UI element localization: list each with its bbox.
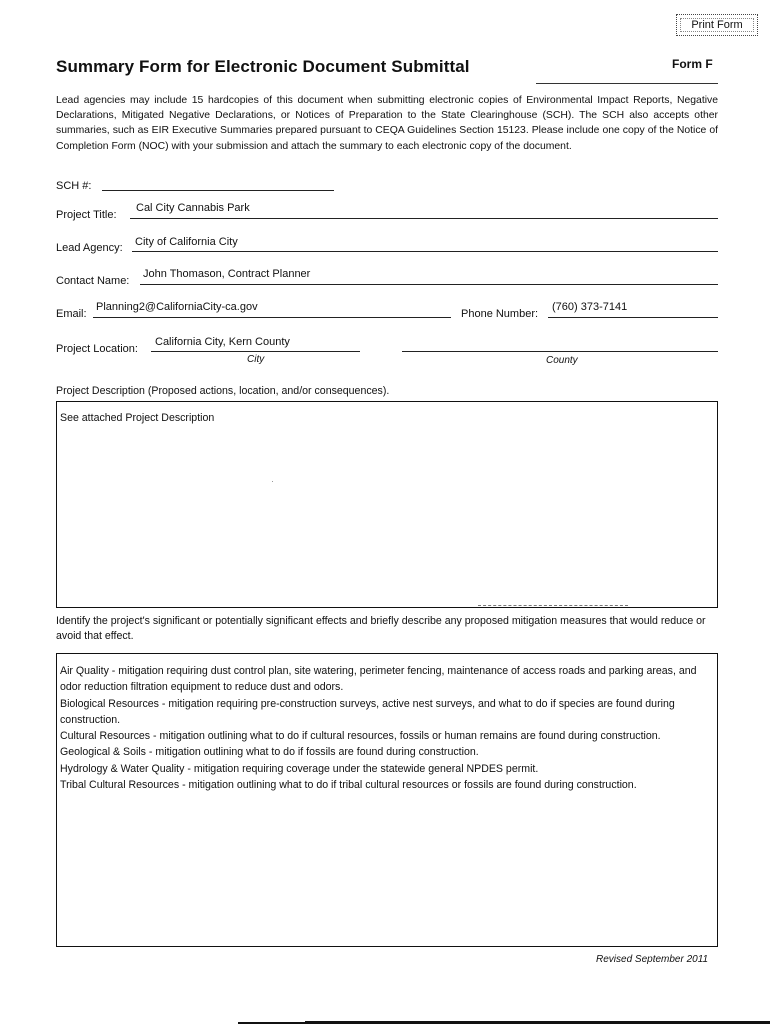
contact-name-value: John Thomason, Contract Planner: [143, 268, 311, 280]
email-label: Email:: [56, 308, 87, 320]
effect-line: Cultural Resources - mitigation outlining what to do if cultural resources, fossils or human remains are found during construction.: [60, 730, 661, 743]
effect-line: Biological Resources - mitigation requiring pre-construction surveys, active nest surveys, and what to do if species are found during construction.: [60, 697, 675, 726]
sch-label: SCH #:: [56, 180, 92, 192]
project-title-value: Cal City Cannabis Park: [136, 202, 250, 214]
location-city-input[interactable]: [151, 351, 360, 352]
effect-line: Air Quality - mitigation requiring dust control plan, site watering, perimeter fencing, maintenance of access roads and parking areas, and odor reduction filtration equipment to reduce dust and odors.: [60, 665, 697, 694]
phone-value: (760) 373-7141: [552, 301, 628, 313]
project-description-label: Project Description (Proposed actions, location, and/or consequences).: [56, 385, 390, 397]
project-description-value: See attached Project Description: [60, 412, 215, 424]
effect-line: Tribal Cultural Resources - mitigation outlining what to do if tribal cultural resources or fossils are found during construction.: [60, 779, 637, 792]
effect-line: Hydrology & Water Quality - mitigation requiring coverage under the statewide general NPDES permit.: [60, 762, 539, 775]
city-caption: City: [247, 354, 265, 365]
lead-agency-value: City of California City: [135, 236, 238, 248]
phone-input[interactable]: [548, 317, 718, 318]
location-city-value: California City, Kern County: [155, 336, 290, 348]
contact-name-label: Contact Name:: [56, 275, 130, 287]
intro-text: Lead agencies may include 15 hardcopies of this document when submitting electronic copies of Environmental Impact Reports, Negative Declarations, Mitigated Negative Declarations, or Notices of Preparation to the State Clearinghouse (SCH). The SCH also accepts other summaries, such as EIR Executive Summaries prepared pursuant to CEQA Guidelines Section 15123. Please include one copy of the Notice of Completion Form (NOC) with your submission and attach the summary to each electronic copy of the document.: [56, 95, 718, 152]
page-title: Summary Form for Electronic Document Submittal: [56, 57, 470, 76]
effects-textarea[interactable]: [56, 653, 718, 947]
title-rule: [536, 83, 718, 84]
effects-label: Identify the project's significant or potentially significant effects and briefly describe any proposed mitigation measures that would reduce or avoid that effect.: [56, 615, 706, 642]
print-form-button[interactable]: Print Form: [676, 14, 758, 36]
sch-input[interactable]: [102, 190, 334, 191]
revised-date: Revised September 2011: [596, 954, 709, 965]
project-description-textarea[interactable]: [56, 401, 718, 608]
phone-label: Phone Number:: [461, 308, 539, 320]
location-county-input[interactable]: [402, 351, 718, 352]
lead-agency-label: Lead Agency:: [56, 242, 123, 254]
email-value: Planning2@CaliforniaCity-ca.gov: [96, 301, 258, 313]
county-caption: County: [546, 355, 578, 366]
effects-text: [60, 663, 705, 793]
location-label: Project Location:: [56, 343, 138, 355]
form-id: Form F: [672, 57, 713, 71]
effect-line: Geological & Soils - mitigation outlining what to do if fossils are found during construction.: [60, 746, 479, 759]
project-title-input[interactable]: [130, 218, 718, 219]
lead-agency-input[interactable]: [132, 251, 718, 252]
contact-name-input[interactable]: [140, 284, 718, 285]
scan-artifact: [478, 605, 628, 606]
scan-speck: [272, 481, 273, 482]
project-title-label: Project Title:: [56, 209, 117, 221]
email-input[interactable]: [93, 317, 451, 318]
